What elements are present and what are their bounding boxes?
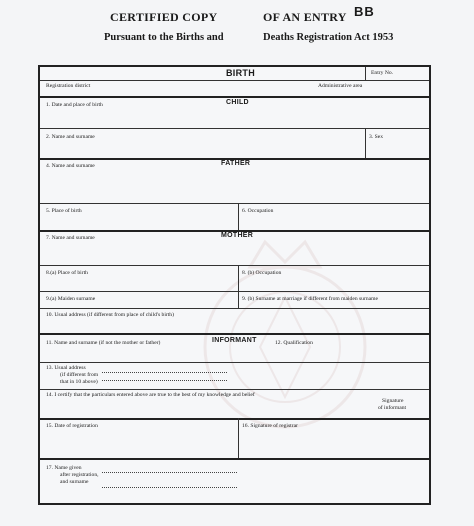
header-of-an-entry: OF AN ENTRY bbox=[263, 10, 347, 24]
field-8b-label: 8. (b) Occupation bbox=[242, 270, 282, 276]
field-9a-label: 9.(a) Maiden surname bbox=[46, 296, 96, 302]
field-15-label: 15. Date of registration bbox=[46, 423, 98, 429]
form-frame bbox=[38, 65, 431, 505]
field-14-label: 14. I certify that the particulars entered above are true to the best of my knowledge and belief bbox=[46, 392, 255, 398]
field-1-label: 1. Date and place of birth bbox=[46, 102, 103, 108]
entry-no-label: Entry No. bbox=[371, 70, 394, 76]
field-17-label-line2: after registration, bbox=[60, 472, 99, 478]
field-17-label-line3: and surname bbox=[60, 479, 89, 485]
field-3-label: 3. Sex bbox=[369, 134, 383, 140]
section-informant: INFORMANT bbox=[212, 337, 257, 344]
field-10-label: 10. Usual address (if different from place of child's birth) bbox=[46, 312, 174, 318]
header-act: Deaths Registration Act 1953 bbox=[263, 32, 394, 43]
form-title-birth: BIRTH bbox=[226, 68, 255, 78]
field-13-label-line3: that in 10 above) bbox=[60, 379, 98, 385]
field-5-label: 5. Place of birth bbox=[46, 208, 82, 214]
field-8a-label: 8.(a) Place of birth bbox=[46, 270, 88, 276]
section-father: FATHER bbox=[221, 160, 251, 167]
field-13-label: 13. Usual address bbox=[46, 365, 86, 371]
field-16-label: 16. Signature of registrar bbox=[242, 423, 298, 429]
field-12-label: 12. Qualification bbox=[275, 340, 313, 346]
field-4-label: 4. Name and surname bbox=[46, 163, 95, 169]
field-9b-label: 9. (b) Surname at marriage if different from maiden surname bbox=[242, 296, 378, 302]
registration-district-label: Registration district bbox=[46, 83, 91, 89]
section-mother: MOTHER bbox=[221, 232, 254, 239]
signature-informant-label-line2: of informant bbox=[378, 405, 407, 411]
field-17-label: 17. Name given bbox=[46, 465, 82, 471]
header-pursuant: Pursuant to the Births and bbox=[104, 32, 224, 43]
field-11-label: 11. Name and surname (if not the mother or father) bbox=[46, 340, 161, 346]
header-certified-copy: CERTIFIED COPY bbox=[110, 10, 218, 24]
field-7-label: 7. Name and surname bbox=[46, 235, 95, 241]
field-6-label: 6. Occupation bbox=[242, 208, 274, 214]
field-2-label: 2. Name and surname bbox=[46, 134, 95, 140]
section-child: CHILD bbox=[226, 99, 249, 106]
signature-informant-label: Signature bbox=[382, 398, 404, 404]
reference-code: BB bbox=[354, 4, 375, 19]
field-13-label-line2: (if different from bbox=[60, 372, 99, 378]
administrative-area-label: Administrative area bbox=[318, 83, 363, 89]
